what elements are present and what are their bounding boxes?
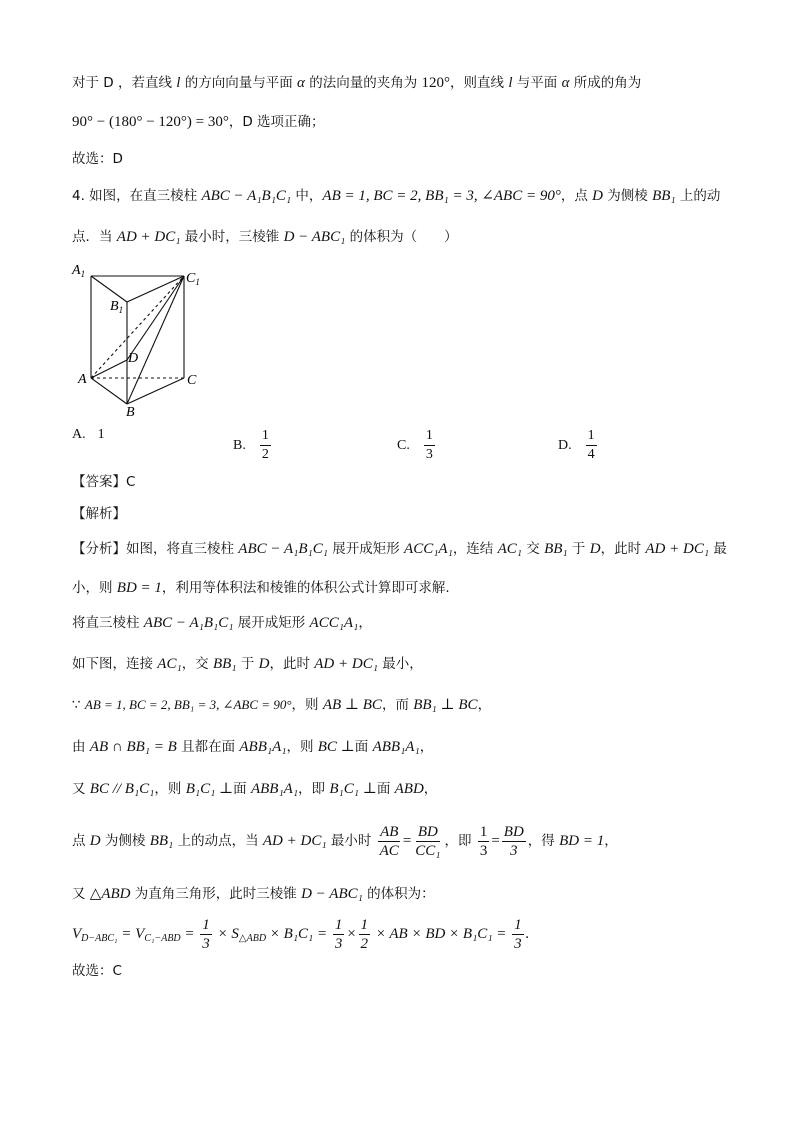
label-A1: $A_1$: [72, 263, 86, 279]
edge-BC: [127, 378, 184, 404]
choice-line-1: 故选：D: [72, 151, 123, 167]
segment-AD: [91, 360, 127, 378]
question-4-line-2: 点．当 AD + DC₁ 最小时，三棱锥 D − ABC₁ 的体积为（ ）: [72, 229, 458, 245]
text-line-2: 90° − (180° − 120°) = 30°，D 选项正确；: [72, 114, 325, 130]
solution-line-6: 点 D 为侧棱 BB₁ 上的动点，当 AD + DC₁ 最小时 $\frac{AB}{AC}$ = $\frac{BD}{\text{CC₁}}$ ，即 $\frac{1}{3}$ = $\frac{BD}{3}$ ，得 BD = 1，: [72, 823, 618, 859]
prism-figure: [68, 258, 218, 418]
solution-line-3: ∵ AB = 1, BC = 2, BB₁ = 3, ∠ABC = 90°，则 AB ⊥ BC，而 BB₁ ⊥ BC，: [72, 697, 492, 713]
label-C1: $C_1$: [186, 271, 200, 287]
option-b: B. $\frac{1}{2}$: [233, 428, 269, 462]
analysis-heading: 【解析】: [72, 506, 126, 522]
segment-BC1: [127, 276, 184, 404]
solution-line-2: 如下图，连接 AC₁，交 BB₁ 于 D，此时 AD + DC₁ 最小，: [72, 656, 423, 672]
solution-line-1: 将直三棱柱 ABC − A₁B₁C₁ 展开成矩形 ACC₁A₁，: [72, 615, 372, 631]
volume-formula: $V_{D-ABC_1} = V_{C_1-ABD}$ = $\frac{1}{3}$ × $S_{\triangle ABD} \times B_1C_1$ = $\frac{1}{3}$ × $\frac{1}{2}$ × AB × BD × B₁C₁ = $\frac{1}{3}$ .: [72, 917, 530, 953]
edge-AB: [91, 378, 127, 404]
label-C: C: [187, 373, 197, 388]
answer-line: 【答案】C: [72, 474, 136, 490]
option-d: D. $\frac{1}{4}$: [558, 428, 595, 462]
analysis-line-2: 小，则 BD = 1，利用等体积法和棱锥的体积公式计算即可求解.: [72, 580, 450, 596]
solution-line-4: 由 AB ∩ BB₁ = B 且都在面 ABB₁A₁，则 BC ⊥面 ABB₁A₁，: [72, 739, 434, 755]
text-line-1: 对于 D ，若直线 l 的方向向量与平面 α 的法向量的夹角为 120°，则直线 l 与平面 α 所成的角为: [72, 75, 642, 91]
question-4-line-1: 4. 如图，在直三棱柱 ABC − A₁B₁C₁ 中，AB = 1, BC = 2, BB₁ = 3, ∠ABC = 90°，点 D 为侧棱 BB₁ 上的动: [72, 188, 721, 204]
option-a: A. 1: [72, 427, 105, 442]
option-c: C. $\frac{1}{3}$: [397, 428, 433, 462]
label-D: D: [128, 351, 139, 366]
edge-A1B1: [91, 276, 127, 302]
solution-line-7: 又 △ABD 为直角三角形，此时三棱锥 D − ABC₁ 的体积为：: [72, 886, 435, 902]
label-B1: $B_1$: [110, 299, 124, 315]
label-A: A: [78, 372, 87, 387]
label-B: B: [126, 405, 135, 418]
solution-line-5: 又 BC // B₁C₁，则 B₁C₁ ⊥面 ABB₁A₁，即 B₁C₁ ⊥面 ABD，: [72, 781, 438, 797]
analysis-line-1: 【分析】如图，将直三棱柱 ABC − A₁B₁C₁ 展开成矩形 ACC₁A₁，连结 AC₁ 交 BB₁ 于 D，此时 AD + DC₁ 最: [72, 541, 727, 557]
choice-line-2: 故选：C: [72, 963, 122, 979]
